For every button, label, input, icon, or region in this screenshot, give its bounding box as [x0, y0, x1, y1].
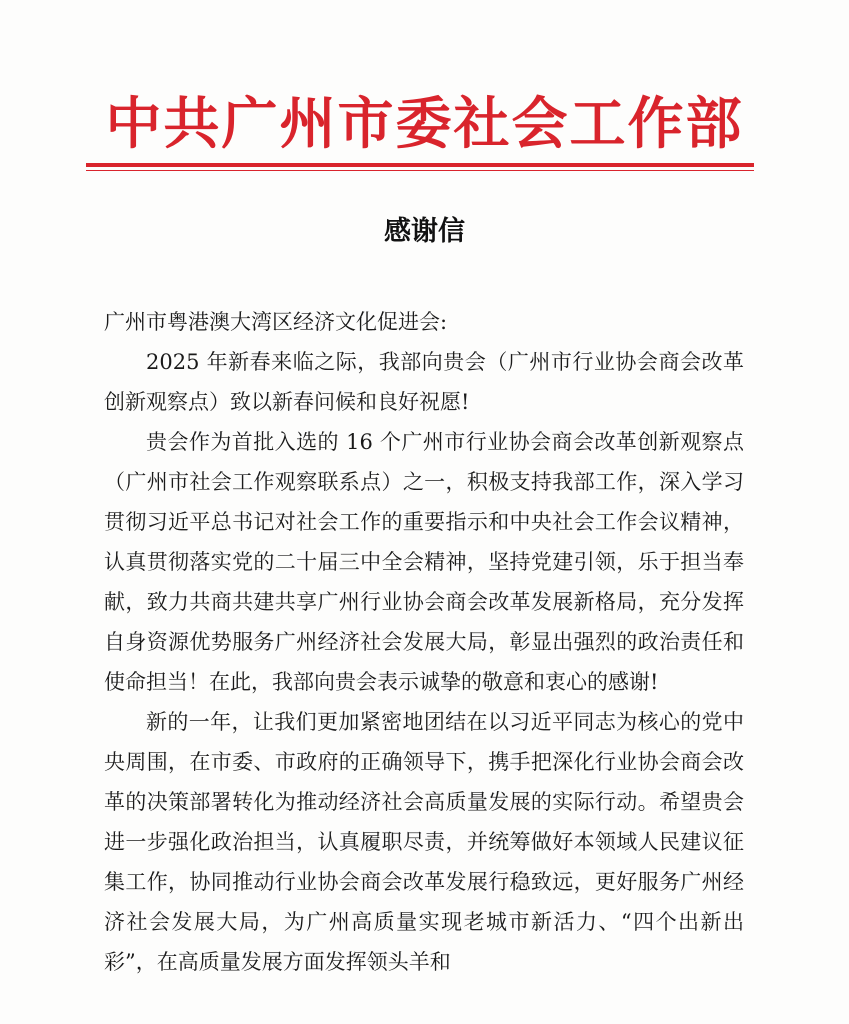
letter-paragraph-1: 2025 年新春来临之际，我部向贵会（广州市行业协会商会改革创新观察点）致以新春问候和良好祝愿!	[104, 350, 744, 414]
letter-body	[104, 302, 744, 982]
organization-header: 中共广州市委社会工作部	[105, 91, 744, 157]
letter-title: 感谢信	[384, 216, 465, 247]
letter-salutation: 广州市粤港澳大湾区经济文化促进会:	[104, 310, 448, 334]
header-rule-thick	[86, 163, 754, 167]
letter-paragraph-2: 贵会作为首批入选的 16 个广州市行业协会商会改革创新观察点（广州市社会工作观察联系点）之一，积极支持我部工作，深入学习贯彻习近平总书记对社会工作的重要指示和中央社会工作会议精神，认真贯彻落实党的二十届三中全会精神，坚持党建引领，乐于担当奉献，致力共商共建共享广州行业协会商会改革发展新格局，充分发挥自身资源优势服务广州经济社会发展大局，彰显出强烈的政治责任和使命担当！在此，我部向贵会表示诚挚的敬意和衷心的感谢!	[104, 430, 744, 694]
header-rule-thin	[86, 170, 754, 171]
letter-paragraph-3: 新的一年，让我们更加紧密地团结在以习近平同志为核心的党中央周围，在市委、市政府的正确领导下，携手把深化行业协会商会改革的决策部署转化为推动经济社会高质量发展的实际行动。希望贵会进一步强化政治担当，认真履职尽责，并统筹做好本领域人民建议征集工作，协同推动行业协会商会改革发展行稳致远，更好服务广州经济社会发展大局，为广州高质量实现老城市新活力、“四个出新出彩”，在高质量发展方面发挥领头羊和	[104, 710, 744, 974]
